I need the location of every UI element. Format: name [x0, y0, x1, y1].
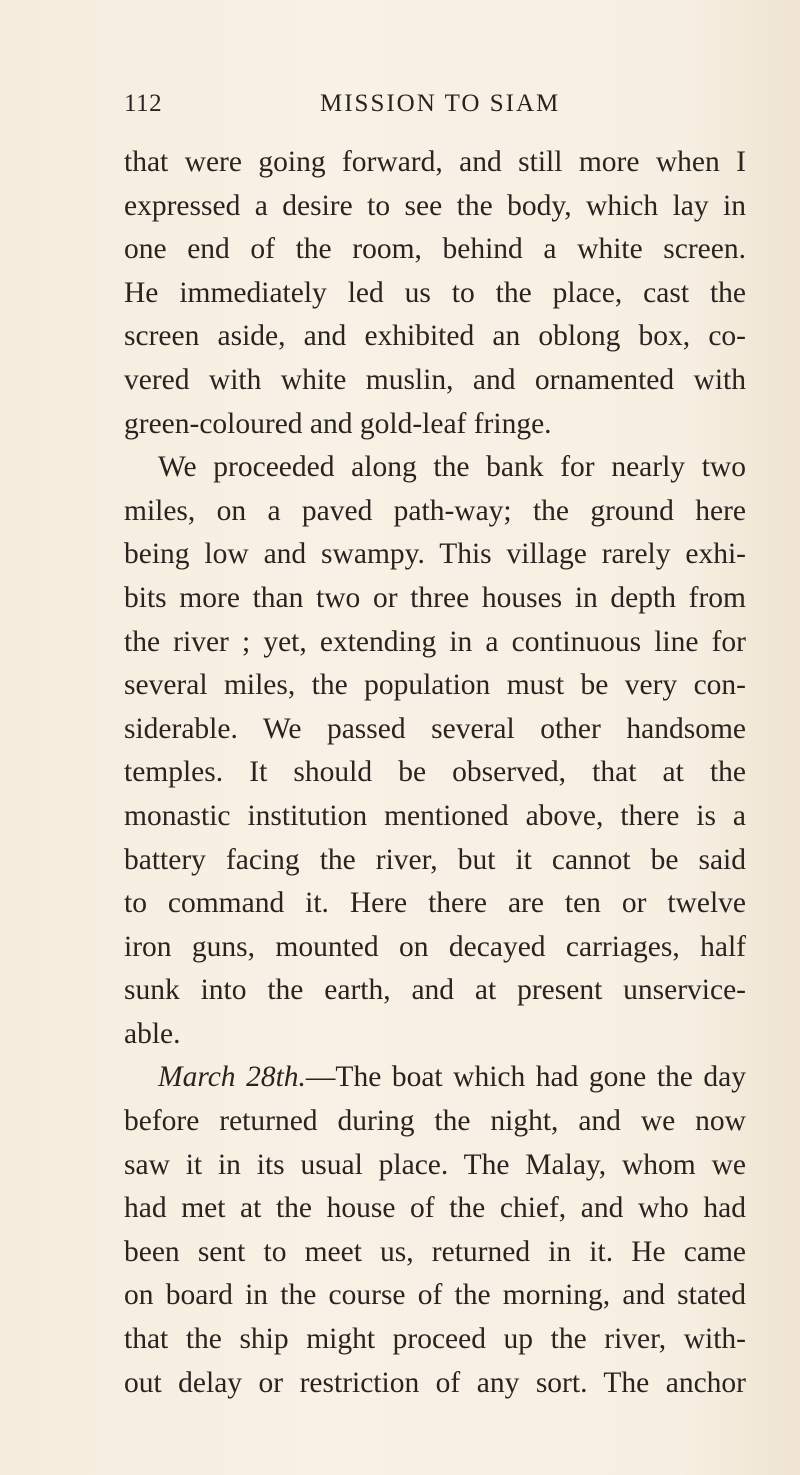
text-line: before returned during the night, and we now [124, 1105, 746, 1138]
text-line: being low and swampy. This village rarely exhi- [124, 538, 746, 571]
text-line: to command it. Here there are ten or twelve [124, 887, 746, 920]
body-text [124, 141, 746, 1405]
text-line: saw it in its usual place. The Malay, whom we [124, 1148, 746, 1181]
text-line: one end of the room, behind a white screen. [124, 233, 746, 266]
text-line: that the ship might proceed up the river, with- [124, 1323, 746, 1356]
text-line: able. [124, 1017, 181, 1050]
text-line: vered with white muslin, and ornamented with [124, 363, 746, 396]
text-line: several miles, the population must be very con- [124, 669, 746, 702]
text-line: bits more than two or three houses in depth from [124, 581, 746, 614]
text-line: been sent to meet us, returned in it. He came [124, 1235, 746, 1268]
text-line: the river ; yet, extending in a continuous line for [124, 625, 746, 658]
running-title: MISSION TO SIAM [320, 90, 561, 117]
text-line: had met at the house of the chief, and who had [124, 1192, 746, 1225]
text-line: screen aside, and exhibited an oblong box, co- [124, 320, 746, 353]
text-line: miles, on a paved path-way; the ground here [124, 494, 746, 527]
text-line: sunk into the earth, and at present unservice- [124, 974, 746, 1007]
text-line: He immediately led us to the place, cast the [124, 276, 746, 309]
text-line: out delay or restriction of any sort. The anchor [124, 1366, 746, 1399]
text-line: that were going forward, and still more when I [124, 146, 746, 178]
date-heading: March 28th. [158, 1061, 306, 1094]
text-line: on board in the course of the morning, and stated [124, 1279, 746, 1312]
date-line-rest: —The boat which had gone the day [305, 1061, 746, 1094]
text-line: expressed a desire to see the body, which lay in [124, 189, 746, 222]
text-line: green-coloured and gold-leaf fringe. [124, 407, 552, 440]
text-line: monastic institution mentioned above, there is a [124, 799, 746, 832]
page-number: 112 [124, 90, 163, 117]
page-header [124, 90, 744, 124]
text-line: iron guns, mounted on decayed carriages, half [124, 930, 746, 963]
text-line: siderable. We passed several other handsome [124, 712, 746, 745]
text-line: battery facing the river, but it cannot be said [124, 843, 746, 876]
text-line: temples. It should be observed, that at the [124, 756, 746, 789]
dated-paragraph-start [124, 1056, 746, 1100]
text-line: We proceeded along the bank for nearly two [158, 451, 746, 484]
